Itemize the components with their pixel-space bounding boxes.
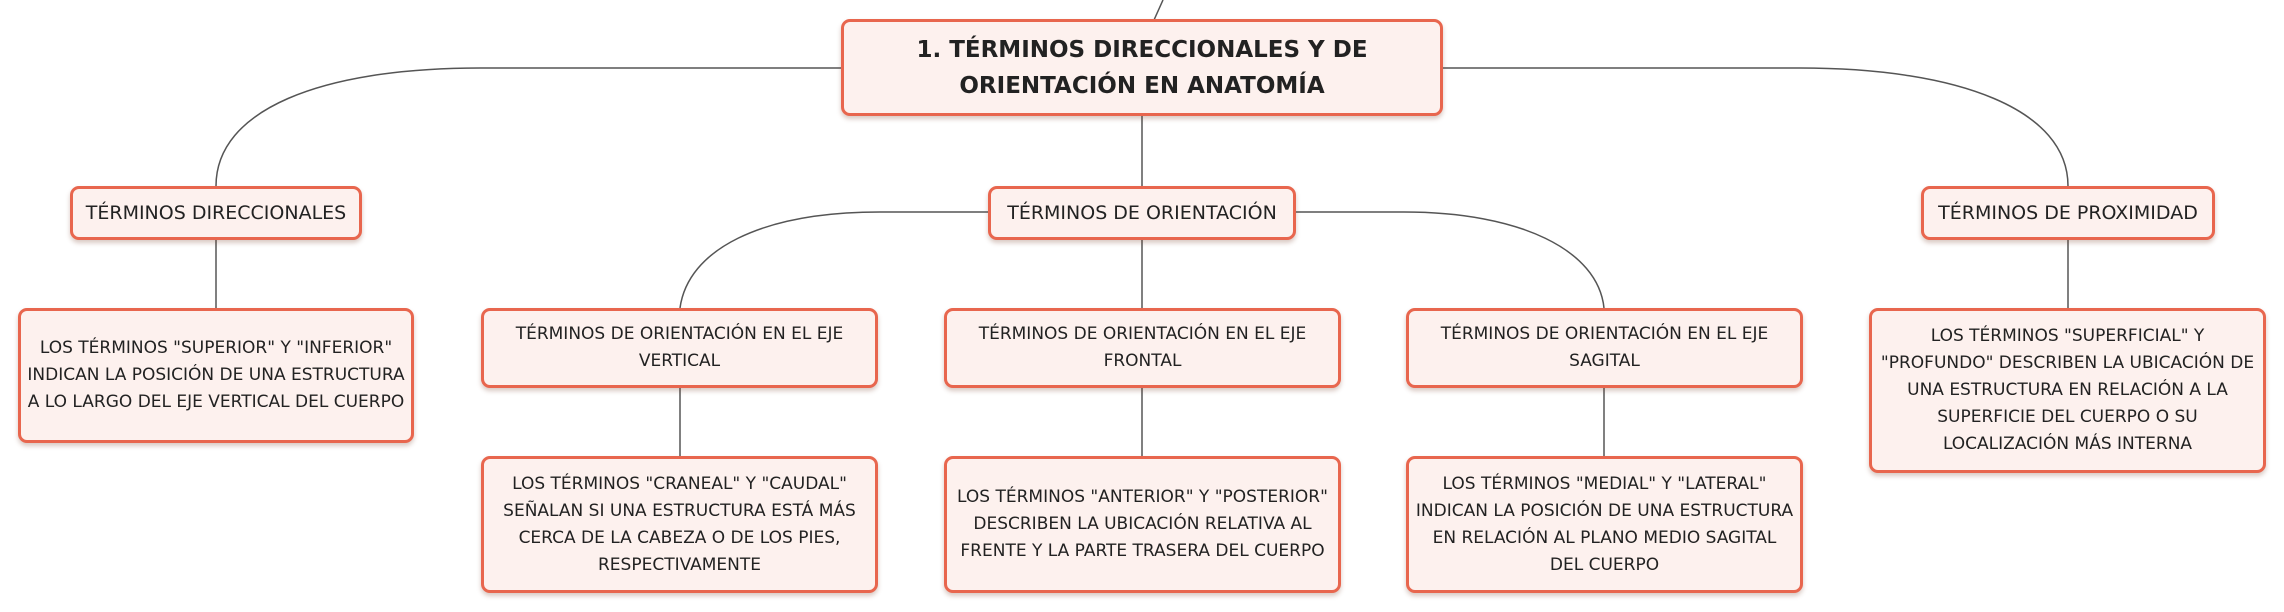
description-proximidad-text: LOS TÉRMINOS "SUPERFICIAL" Y "PROFUNDO" DESCRIBEN LA UBICACIÓN DE UNA ESTRUCTURA EN RELACIÓN A LA SUPERFICIE DEL CUERPO O SU LOCALIZACIÓN MÁS INTERNA (1880, 326, 2255, 454)
root-node[interactable] (841, 19, 1443, 116)
subcategory-eje-vertical[interactable] (481, 308, 878, 388)
connector-parent-to-root (1154, 0, 1163, 20)
description-eje-sagital[interactable] (1406, 456, 1803, 593)
description-eje-frontal[interactable] (944, 456, 1341, 593)
connector-root-to-proximidad (1442, 68, 2068, 186)
connector-orientacion-to-vertical (680, 212, 990, 308)
connector-root-to-direccionales (216, 68, 843, 186)
root-title: 1. TÉRMINOS DIRECCIONALES Y DE ORIENTACIÓN EN ANATOMÍA (916, 36, 1368, 99)
subcategory-eje-sagital-label: TÉRMINOS DE ORIENTACIÓN EN EL EJE SAGITAL (1440, 324, 1769, 371)
description-eje-vertical[interactable] (481, 456, 878, 593)
category-orientacion[interactable] (988, 186, 1296, 240)
description-proximidad[interactable] (1869, 308, 2266, 473)
category-orientacion-label: TÉRMINOS DE ORIENTACIÓN (1007, 202, 1277, 224)
connector-orientacion-to-sagital (1294, 212, 1604, 308)
category-direccionales[interactable] (70, 186, 362, 240)
description-eje-vertical-text: LOS TÉRMINOS "CRANEAL" Y "CAUDAL" SEÑALAN SI UNA ESTRUCTURA ESTÁ MÁS CERCA DE LA CABEZA O DE LOS PIES, RESPECTIVAMENTE (503, 473, 856, 575)
description-direccionales[interactable] (18, 308, 414, 443)
subcategory-eje-frontal-label: TÉRMINOS DE ORIENTACIÓN EN EL EJE FRONTAL (978, 324, 1307, 371)
subcategory-eje-sagital[interactable] (1406, 308, 1803, 388)
category-proximidad[interactable] (1921, 186, 2215, 240)
category-direccionales-label: TÉRMINOS DIRECCIONALES (85, 202, 347, 224)
description-direccionales-text: LOS TÉRMINOS "SUPERIOR" Y "INFERIOR" INDICAN LA POSICIÓN DE UNA ESTRUCTURA A LO LARGO DEL EJE VERTICAL DEL CUERPO (27, 338, 405, 412)
subcategory-eje-vertical-label: TÉRMINOS DE ORIENTACIÓN EN EL EJE VERTICAL (515, 324, 844, 371)
category-proximidad-label: TÉRMINOS DE PROXIMIDAD (1938, 202, 2198, 224)
subcategory-eje-frontal[interactable] (944, 308, 1341, 388)
description-eje-frontal-text: LOS TÉRMINOS "ANTERIOR" Y "POSTERIOR" DESCRIBEN LA UBICACIÓN RELATIVA AL FRENTE Y LA PARTE TRASERA DEL CUERPO (957, 487, 1328, 561)
description-eje-sagital-text: LOS TÉRMINOS "MEDIAL" Y "LATERAL" INDICAN LA POSICIÓN DE UNA ESTRUCTURA EN RELACIÓN AL PLANO MEDIO SAGITAL DEL CUERPO (1415, 473, 1794, 575)
